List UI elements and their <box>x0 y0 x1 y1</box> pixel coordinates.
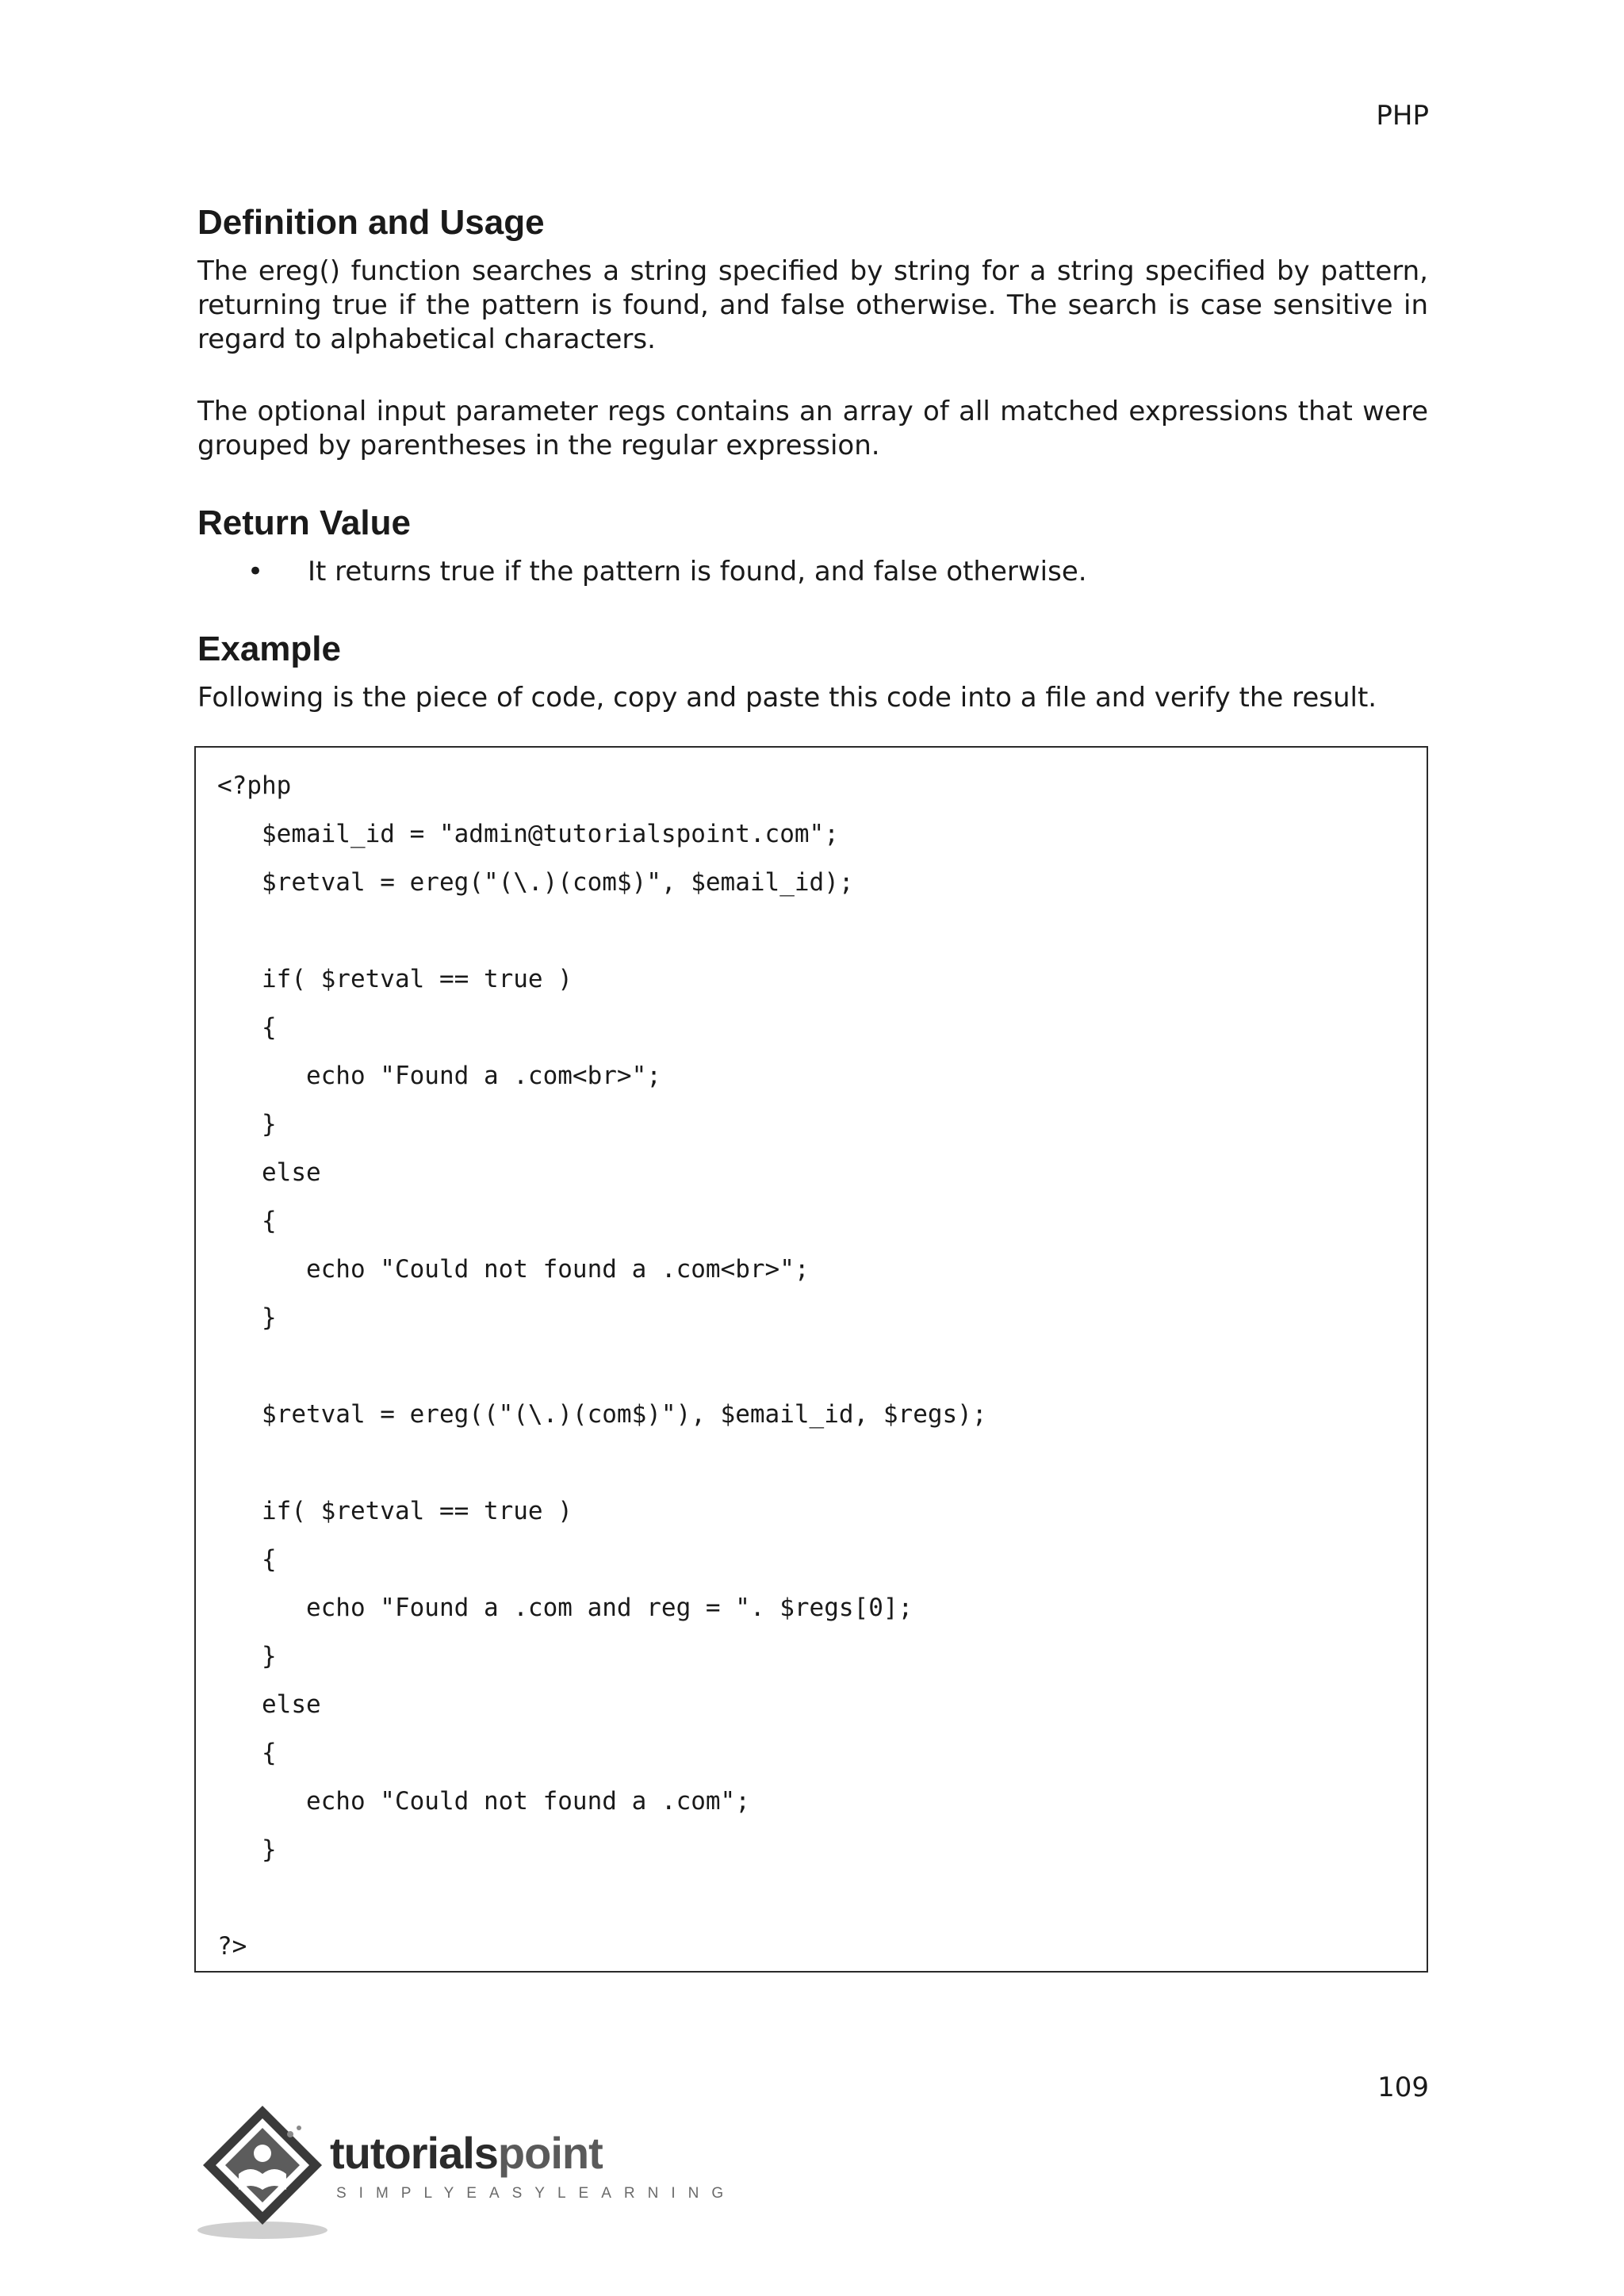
heading-return-value: Return Value <box>197 503 411 542</box>
logo-wordmark <box>330 2130 603 2177</box>
code-line: $email_id = "admin@tutorialspoint.com"; <box>217 820 839 848</box>
code-line: { <box>217 1207 277 1235</box>
logo-tagline: SIMPLYEASYLEARNING <box>336 2185 737 2202</box>
heading-definition-and-usage: Definition and Usage <box>197 203 545 242</box>
code-line: { <box>217 1545 277 1574</box>
definition-paragraph-2: The optional input parameter regs contains an array of all matched expressions that were grouped by parentheses in the regular expression. <box>197 396 1428 461</box>
code-line <box>217 1342 987 1391</box>
logo-emblem-icon <box>195 2101 330 2244</box>
code-line: } <box>217 1303 277 1332</box>
bullet-icon: • <box>247 556 264 587</box>
code-line: <?php <box>217 771 292 800</box>
code-line: else <box>217 1690 321 1719</box>
example-intro: Following is the piece of code, copy and paste this code into a file and verify the result. <box>197 682 1377 714</box>
code-line: } <box>217 1642 277 1670</box>
code-line: { <box>217 1739 277 1767</box>
definition-paragraph-1: The ereg() function searches a string specified by string for a string specified by pattern, returning true if the pattern is found, and false otherwise. The search is case sensitive in regard to alphabetical characters. <box>197 255 1428 355</box>
tutorialspoint-logo <box>195 2101 737 2244</box>
return-value-list <box>197 555 1428 589</box>
code-line: ?> <box>217 1932 247 1961</box>
code-line: else <box>217 1158 321 1187</box>
code-line: $retval = ereg("(\.)(com$)", $email_id); <box>217 868 854 897</box>
code-line <box>217 1874 987 1923</box>
paragraph-spacer <box>197 357 1428 395</box>
code-lines <box>217 762 987 1971</box>
logo-wordmark-accent: point <box>497 2128 603 2178</box>
list-item-text: It returns true if the pattern is found, and false otherwise. <box>308 556 1087 587</box>
code-line: { <box>217 1013 277 1042</box>
code-line <box>217 907 987 955</box>
code-line: echo "Found a .com<br>"; <box>217 1062 661 1090</box>
main-content <box>197 202 1428 715</box>
section-spacer <box>197 463 1428 503</box>
code-line: } <box>217 1835 277 1864</box>
code-line: if( $retval == true ) <box>217 1497 573 1525</box>
code-block <box>194 746 1428 1973</box>
code-line: echo "Could not found a .com<br>"; <box>217 1255 810 1284</box>
code-line: if( $retval == true ) <box>217 965 573 993</box>
code-line: echo "Found a .com and reg = ". $regs[0]; <box>217 1594 914 1622</box>
heading-example: Example <box>197 629 341 668</box>
code-line: } <box>217 1110 277 1138</box>
page-number: 109 <box>1377 2072 1429 2103</box>
code-line: echo "Could not found a .com"; <box>217 1787 750 1816</box>
section-spacer <box>197 589 1428 629</box>
list-item <box>197 555 1428 589</box>
logo-wordmark-main: tutorials <box>330 2128 498 2178</box>
code-line <box>217 1439 987 1487</box>
running-header: PHP <box>1376 100 1429 132</box>
code-line: $retval = ereg(("(\.)(com$)"), $email_id, $regs); <box>217 1400 987 1429</box>
